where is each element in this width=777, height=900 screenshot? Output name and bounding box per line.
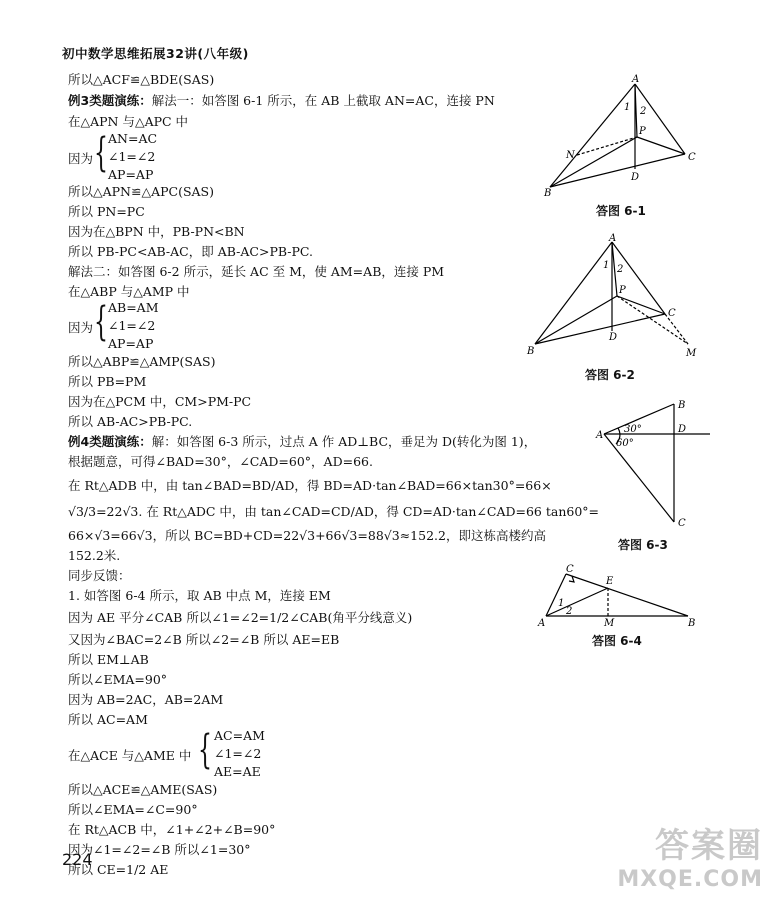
label-60: 60° — [616, 438, 634, 449]
text-line: 所以△ACF≌△BDE(SAS) — [68, 72, 215, 87]
label-E: E — [606, 576, 614, 587]
brace-item: AC=AM — [214, 728, 265, 743]
text-line: 又因为∠BAC=2∠B 所以∠2=∠B 所以 AE=EB — [68, 632, 340, 647]
watermark-logo — [617, 818, 763, 892]
text-line — [68, 434, 536, 450]
label-A: A — [609, 233, 617, 244]
text-line — [68, 93, 495, 109]
watermark-url: MXQE.COM — [617, 867, 763, 892]
watermark-text: 答案圈 — [655, 826, 763, 866]
brace-icon: { — [94, 299, 108, 345]
label-M: M — [604, 618, 615, 629]
brace-icon: { — [94, 130, 108, 176]
brace-item: AP=AP — [108, 336, 154, 351]
label-30: 30° — [624, 424, 642, 435]
label-N: N — [566, 150, 575, 161]
label-B: B — [678, 400, 686, 411]
label-2: 2 — [566, 606, 573, 617]
label-C: C — [566, 564, 574, 575]
text-line: 因为 AB=2AC，AB=2AM — [68, 692, 224, 707]
text-line: 在 Rt△ADB 中，由 tan∠BAD=BD/AD，得 BD=AD·tan∠BAD=66×tan30°=66× — [68, 478, 552, 493]
text-line: 所以 PB-PC<AB-AC，即 AB-AC>PB-PC. — [68, 244, 313, 259]
text-line: 在△ABP 与△AMP 中 — [68, 284, 190, 299]
brace-item: AN=AC — [108, 131, 158, 146]
figure-6-4 — [536, 562, 706, 632]
text-span: 解：如答图 6-3 所示，过点 A 作 AD⊥BC，垂足为 D(转化为图 1)， — [151, 434, 537, 449]
text-line: 所以∠EMA=90° — [68, 672, 168, 687]
figure-caption: 答图 6-3 — [618, 538, 668, 552]
figure-caption: 答图 6-4 — [592, 634, 642, 648]
text-span: 解法一：如答图 6-1 所示，在 AB 上截取 AN=AC，连接 PN — [151, 93, 495, 108]
figure-6-3 — [592, 392, 722, 532]
label-1: 1 — [558, 598, 565, 609]
figure-caption: 答图 6-2 — [585, 368, 635, 382]
brace-item: AE=AE — [214, 764, 261, 779]
label-D: D — [678, 424, 687, 435]
text-line: 因为在△PCM 中，CM>PM-PC — [68, 394, 252, 409]
brace-item: AB=AM — [108, 300, 159, 315]
brace-label: 在△ACE 与△AME 中 — [68, 748, 192, 763]
brace-item: AP=AP — [108, 167, 154, 182]
label-A: A — [538, 618, 546, 629]
label-1: 1 — [603, 260, 610, 271]
brace-icon: { — [198, 727, 212, 773]
page-number: 224 — [62, 850, 93, 869]
label-B: B — [544, 188, 552, 199]
brace-item: ∠1=∠2 — [108, 149, 156, 164]
section-label: 例3类题演练： — [68, 93, 152, 108]
text-line: 所以△ACE≌△AME(SAS) — [68, 782, 218, 797]
text-line: 所以 CE=1/2 AE — [68, 862, 169, 877]
label-P: P — [639, 126, 646, 137]
label-B: B — [688, 618, 696, 629]
running-header: 初中数学思维拓展32讲(八年级) — [62, 46, 249, 61]
text-line: 在 Rt△ACB 中，∠1+∠2+∠B=90° — [68, 822, 276, 837]
figure-caption: 答图 6-1 — [596, 204, 646, 218]
text-line: 因为∠1=∠2=∠B 所以∠1=30° — [68, 842, 251, 857]
text-line: 根据题意，可得∠BAD=30°，∠CAD=60°，AD=66. — [68, 454, 373, 469]
section-label: 例4类题演练： — [68, 434, 152, 449]
brace-item: ∠1=∠2 — [108, 318, 156, 333]
text-line: 所以 AC=AM — [68, 712, 148, 727]
label-B: B — [527, 346, 535, 357]
label-2: 2 — [640, 106, 647, 117]
text-line: 因为 AE 平分∠CAB 所以∠1=∠2=1/2∠CAB(角平分线意义) — [68, 610, 413, 625]
label-1: 1 — [624, 102, 631, 113]
text-line: 解法二：如答图 6-2 所示，延长 AC 至 M，使 AM=AB，连接 PM — [68, 264, 445, 279]
text-line: 所以 AB-AC>PB-PC. — [68, 414, 193, 429]
label-D: D — [609, 332, 618, 343]
text-line: 所以△APN≌△APC(SAS) — [68, 184, 214, 199]
figure-6-2 — [520, 232, 700, 367]
text-line: 所以 PN=PC — [68, 204, 145, 219]
brace-label: 因为 — [68, 320, 94, 335]
label-D: D — [631, 172, 640, 183]
label-A: A — [596, 430, 604, 441]
brace-item: ∠1=∠2 — [214, 746, 262, 761]
text-line: 因为在△BPN 中，PB-PN<BN — [68, 224, 245, 239]
text-line: 1. 如答图 6-4 所示，取 AB 中点 M，连接 EM — [68, 588, 331, 603]
figure-6-1 — [540, 72, 710, 202]
label-A: A — [632, 74, 640, 85]
text-line: 同步反馈： — [68, 568, 131, 583]
text-line: 152.2米. — [68, 548, 121, 563]
text-line: 在△APN 与△APC 中 — [68, 114, 189, 129]
text-line: 66×√3=66√3，所以 BC=BD+CD=22√3+66√3=88√3≈152.2，即这栋高楼约高 — [68, 528, 546, 543]
label-C: C — [678, 518, 686, 529]
brace-label: 因为 — [68, 151, 94, 166]
text-line: √3/3=22√3. 在 Rt△ADC 中，由 tan∠CAD=CD/AD，得 CD=AD·tan∠CAD=66 tan60°= — [68, 504, 600, 519]
label-2: 2 — [617, 264, 624, 275]
label-M: M — [686, 348, 697, 359]
text-line: 所以∠EMA=∠C=90° — [68, 802, 198, 817]
label-C: C — [668, 308, 676, 319]
text-line: 所以 EM⊥AB — [68, 652, 149, 667]
label-C: C — [688, 152, 696, 163]
text-line: 所以 PB=PM — [68, 374, 147, 389]
text-line: 所以△ABP≌△AMP(SAS) — [68, 354, 216, 369]
label-P: P — [619, 285, 626, 296]
